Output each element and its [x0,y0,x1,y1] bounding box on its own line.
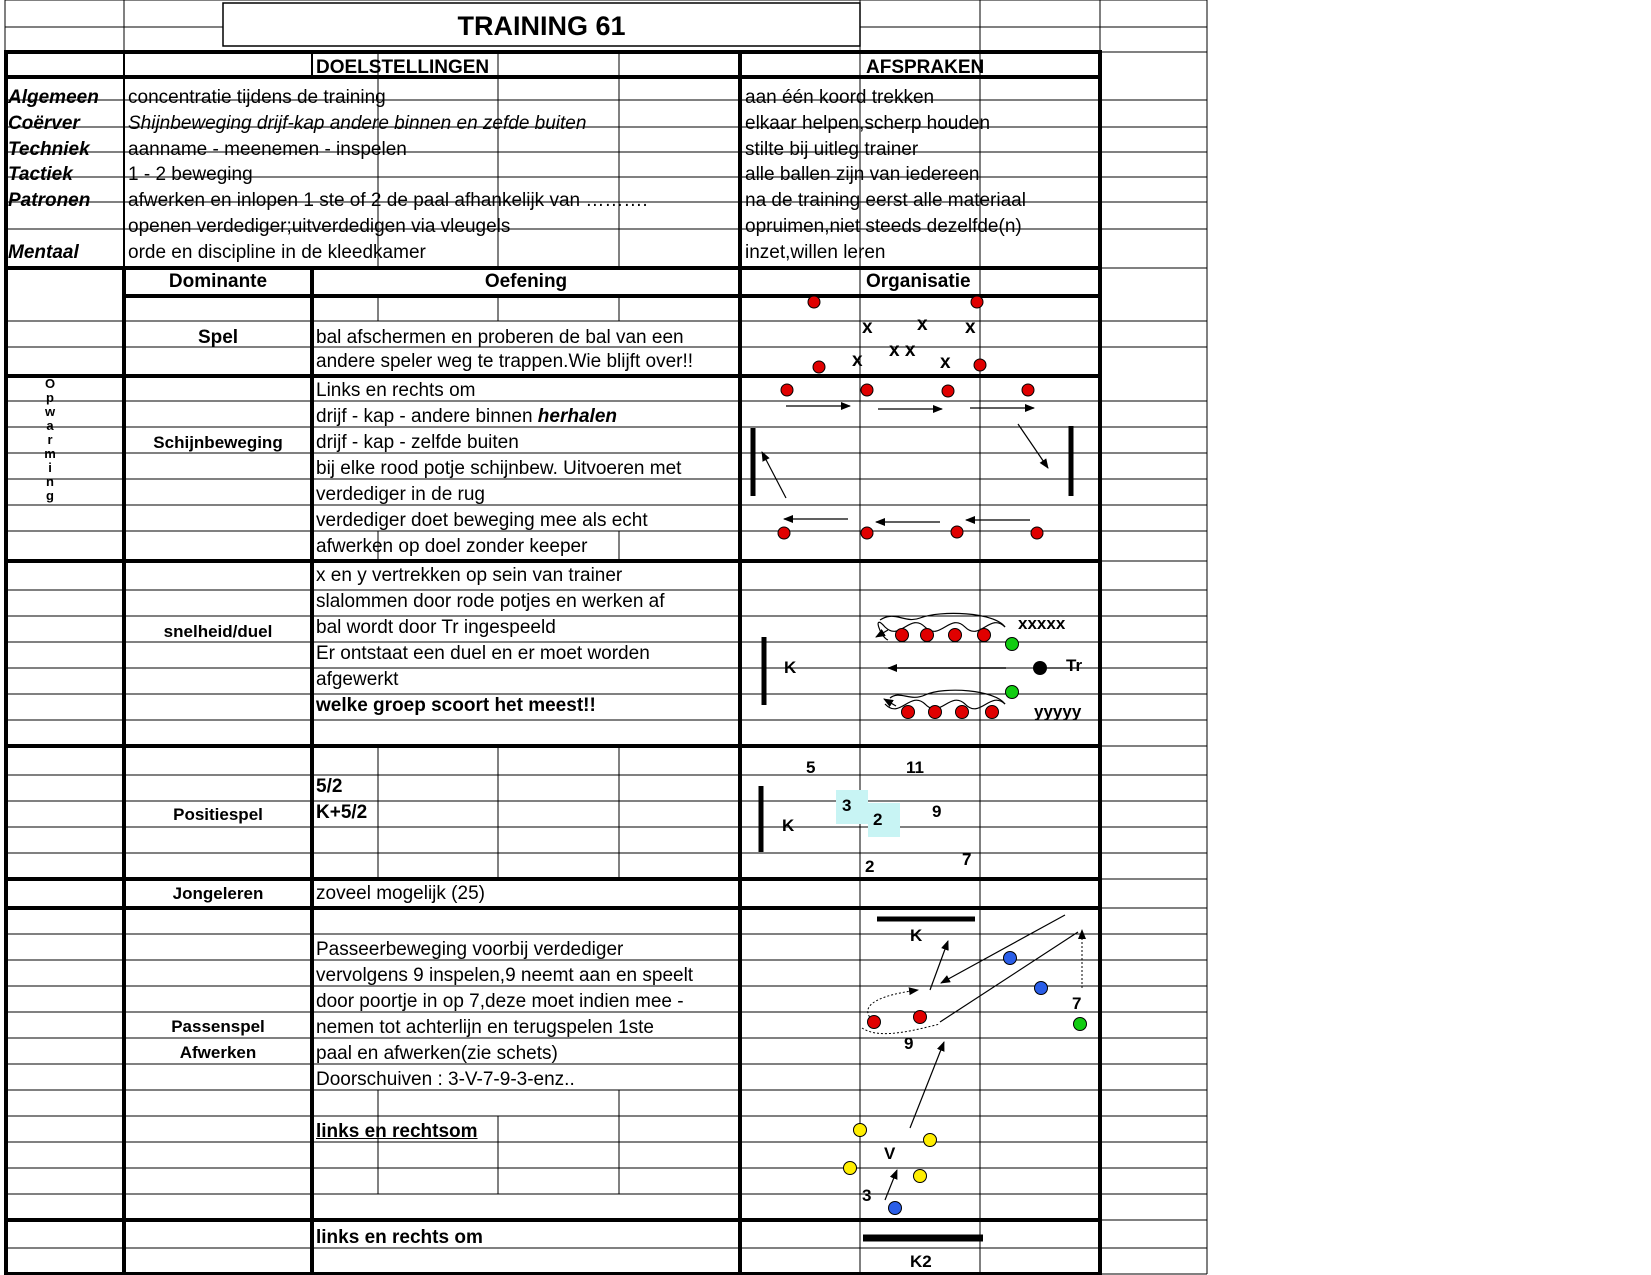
yellow-marker [914,1170,927,1183]
passen-line-3: door poortje in op 7,deze moet indien mee - [316,991,684,1012]
final-k2: K2 [910,1252,932,1271]
arrow [1018,424,1048,468]
dominante-passenspel: Passenspel [171,1017,265,1036]
schijn-line-2 [316,406,617,428]
agreement-text-1: aan één koord trekken [745,87,935,108]
objective-text-algemeen: concentratie tijdens de training [128,87,386,108]
red-cone [861,527,873,539]
objective-text-patronen-2: openen verdediger;uitverdedigen via vleugels [128,216,511,237]
snelheid-line-5: afgewerkt [316,669,399,690]
agreement-text-6: opruimen,niet steeds dezelfde(n) [745,216,1022,237]
positie-n11: 11 [906,758,924,777]
red-cone [971,296,983,308]
dominante-afwerken: Afwerken [179,1043,257,1062]
red-cone [914,1011,927,1024]
red-cone [1031,527,1043,539]
ball [1033,661,1047,675]
snelheid-group-y: yyyyy [1034,702,1082,721]
arrow [941,915,1065,983]
red-cone [921,629,934,642]
red-cone [978,629,991,642]
snelheid-line-4: Er ontstaat een duel en er moet worden [316,643,650,664]
red-cone [868,1016,881,1029]
passen-n9: 9 [904,1034,914,1053]
yellow-marker [854,1124,867,1137]
spel-x: x [852,350,863,371]
jongleren-text: zoveel mogelijk (25) [316,883,485,904]
header-oefening: Oefening [484,271,568,292]
opwarming-label: O p w a r m i n g [44,376,56,503]
positie-line-1: 5/2 [316,776,343,797]
red-cone [861,384,873,396]
arrow [910,1042,944,1128]
header-doelstellingen: DOELSTELLINGEN [316,57,490,78]
snelheid-trainer: Tr [1066,656,1083,675]
agreement-text-3: stilte bij uitleg trainer [745,139,919,160]
dominante-positiespel: Positiespel [173,805,263,824]
passen-line-1: Passeerbeweging voorbij verdediger [316,939,624,960]
yellow-marker [844,1162,857,1175]
agreement-text-7: inzet,willen leren [745,242,886,263]
passen-n3: 3 [862,1186,872,1205]
slalom-path [880,613,1005,627]
green-marker [1074,1018,1087,1031]
red-cone [781,384,793,396]
green-marker [1006,638,1019,651]
spel-x: x x [889,340,916,361]
red-cone [778,527,790,539]
snelheid-line-1: x en y vertrekken op sein van trainer [316,565,623,586]
schijn-line-2-bold: herhalen [537,406,617,427]
objective-label-patronen: Patronen [8,190,91,211]
schijn-line-6: verdediger doet beweging mee als echt [316,510,648,531]
snelheid-line-bold: welke groep scoort het meest!! [316,695,596,716]
dominante-schijnbeweging: Schijnbeweging [153,433,283,452]
spel-x: x [917,314,928,335]
red-cone [929,706,942,719]
highlight-cell-3 [836,790,868,824]
positie-keeper: K [782,816,795,835]
spel-line-1: bal afschermen en proberen de bal van een [316,327,684,348]
passen-line-5: paal en afwerken(zie schets) [316,1043,558,1064]
snelheid-group-x: xxxxx [1018,614,1066,633]
arrow [876,630,888,637]
red-cone [902,706,915,719]
spel-line-2: andere speler weg te trappen.Wie blijft over!! [316,351,694,372]
slalom-path [890,690,1005,704]
blue-marker [889,1202,902,1215]
objective-text-mentaal: orde en discipline in de kleedkamer [128,242,426,263]
objective-text-coerver: Shijnbeweging drijf-kap andere binnen en zefde buiten [128,113,587,134]
arrow [885,1170,897,1200]
objective-label-mentaal: Mentaal [8,242,79,263]
agreement-text-2: elkaar helpen,scherp houden [745,113,991,134]
blue-marker [1004,952,1017,965]
spel-x: x [965,317,976,338]
objective-text-techniek: aanname - meenemen - inspelen [128,139,407,160]
agreement-text-4: alle ballen zijn van iedereen [745,164,980,185]
schijn-line-4: bij elke rood potje schijnbew. Uitvoeren met [316,458,682,479]
red-cone [951,526,963,538]
red-cone [896,629,909,642]
red-cone [986,706,999,719]
passen-keeper: K [910,926,923,945]
schijn-line-2-normal: drijf - kap - andere binnen [316,406,538,427]
passen-v: V [884,1144,896,1163]
red-cone [1022,384,1034,396]
positie-n2b: 2 [865,857,875,876]
red-cone [956,706,969,719]
arrow [762,452,786,498]
positie-line-2: K+5/2 [316,802,368,823]
snelheid-keeper: K [784,658,797,677]
positie-n9: 9 [932,802,942,821]
passen-line-6: Doorschuiven : 3-V-7-9-3-enz.. [316,1069,575,1090]
header-organisatie: Organisatie [866,271,971,292]
schijn-line-7: afwerken op doel zonder keeper [316,536,588,557]
positie-n7: 7 [962,850,972,869]
passen-line-4: nemen tot achterlijn en terugspelen 1ste [316,1017,654,1038]
header-afspraken: AFSPRAKEN [866,57,985,78]
red-cone [942,385,954,397]
objective-text-tactiek: 1 - 2 beweging [128,164,253,185]
positie-n2a: 2 [873,810,883,829]
positie-n5: 5 [806,758,816,777]
passen-underline: links en rechtsom [316,1121,478,1142]
dominante-snelheid: snelheid/duel [163,622,273,641]
red-cone [813,361,825,373]
snelheid-line-2: slalommen door rode potjes en werken af [316,591,665,612]
agreement-text-5: na de training eerst alle materiaal [745,190,1026,211]
arrow [930,941,948,990]
spel-x: x [940,352,951,373]
final-text: links en rechts om [316,1227,483,1248]
yellow-marker [924,1134,937,1147]
spel-x: x [862,317,873,338]
dominante-spel: Spel [197,327,239,348]
schijn-line-5: verdediger in de rug [316,484,485,505]
objective-text-patronen: afwerken en inlopen 1 ste of 2 de paal afhankelijk van ………. [128,190,648,211]
page-title: TRAINING 61 [457,11,626,41]
schijn-line-3: drijf - kap - zelfde buiten [316,432,519,453]
blue-marker [1035,982,1048,995]
red-cone [949,629,962,642]
positie-n3: 3 [842,796,852,815]
schijn-line-1: Links en rechts om [316,380,476,401]
green-marker [1006,686,1019,699]
red-cone [974,359,986,371]
passen-line-2: vervolgens 9 inspelen,9 neemt aan en speelt [316,965,694,986]
objective-label-tactiek: Tactiek [8,164,73,185]
header-dominante: Dominante [168,271,268,292]
red-cone [808,296,820,308]
objective-label-coerver: Coërver [8,113,80,134]
objective-label-techniek: Techniek [8,139,90,160]
diagram-schijnbeweging [753,384,1071,539]
snelheid-line-3: bal wordt door Tr ingespeeld [316,617,556,638]
passen-n7: 7 [1072,994,1082,1013]
dominante-jongleren: Jongeleren [172,884,264,903]
objective-label-algemeen: Algemeen [8,87,99,108]
